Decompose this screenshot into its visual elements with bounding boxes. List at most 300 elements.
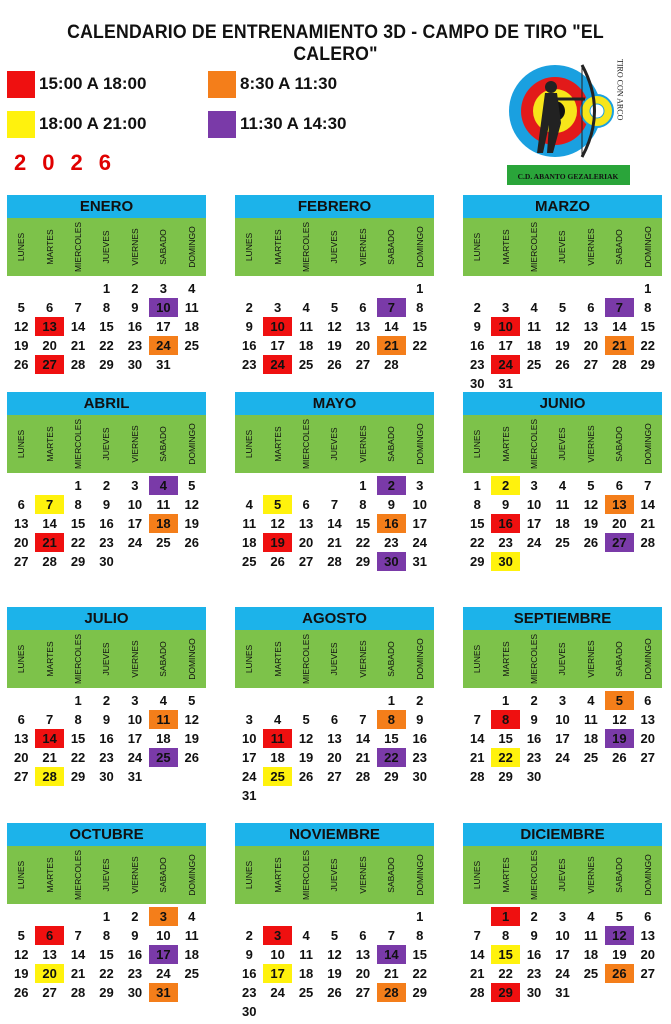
day-cell: 22: [70, 535, 86, 550]
day-cell: 6: [644, 693, 652, 708]
weekday-column: [634, 630, 662, 688]
day-cell: 6: [644, 909, 652, 924]
day-cell: 3: [245, 712, 253, 727]
day-cell: 11: [156, 497, 171, 512]
day-cell: 22: [99, 338, 114, 353]
day-cell: 3: [558, 909, 567, 924]
day-cell: 23: [99, 535, 114, 550]
day-cell: 5: [587, 478, 595, 493]
day-cell: 21: [70, 966, 86, 981]
day-cell: 30: [526, 769, 542, 784]
month-mayo: [235, 392, 434, 571]
day-cell: 28: [612, 357, 627, 372]
day-cell: 28: [469, 769, 485, 784]
day-cell: 19: [612, 947, 627, 962]
legend-label: 8:30 A 11:30: [240, 74, 338, 93]
training-day-red: 8: [491, 710, 519, 729]
day-cell: 7: [46, 712, 54, 727]
weekday-label: MARTES: [44, 426, 55, 462]
month-title: OCTUBRE: [7, 823, 206, 846]
weekday-label: MIERCOLES: [529, 849, 540, 901]
legend-label: 18:00 A 21:00: [39, 114, 147, 133]
weekday-label: VIERNES: [357, 228, 368, 266]
day-cell: 7: [473, 928, 481, 943]
day-cell: 1: [416, 281, 424, 296]
weekday-column: [520, 630, 548, 688]
weekday-label: VIERNES: [585, 856, 596, 894]
day-cell: 16: [99, 731, 114, 746]
weekday-label: DOMINGO: [414, 638, 425, 680]
day-cell: 14: [327, 516, 342, 531]
day-cell: 1: [102, 909, 111, 924]
day-cell: 23: [412, 750, 428, 765]
weekday-label: VIERNES: [585, 228, 596, 266]
training-day-yellow: 30: [491, 552, 519, 571]
month-junio: [463, 392, 662, 571]
month-title: MAYO: [235, 392, 434, 415]
weekday-column: [634, 846, 662, 904]
day-cell: 12: [184, 712, 200, 727]
weekday-label: JUEVES: [101, 858, 112, 892]
training-day-purple: 14: [377, 945, 405, 964]
day-cell: 16: [412, 731, 428, 746]
day-cell: 20: [42, 338, 57, 353]
day-grid: [463, 279, 662, 393]
day-cell: 19: [298, 750, 314, 765]
empty-cell: [235, 691, 263, 710]
training-day-red: 10: [263, 317, 291, 336]
day-cell: 2: [473, 300, 481, 315]
day-cell: 27: [640, 966, 656, 981]
legend-item-red: [7, 70, 146, 98]
training-day-orange: 26: [605, 964, 633, 983]
day-cell: 7: [359, 712, 367, 727]
weekday-label: LUNES: [244, 232, 255, 262]
day-cell: 12: [270, 516, 285, 531]
weekday-column: [35, 846, 63, 904]
day-cell: 17: [156, 319, 171, 334]
day-cell: 12: [13, 319, 29, 334]
day-cell: 5: [17, 928, 25, 943]
weekday-label: SABADO: [614, 641, 625, 677]
day-cell: 6: [17, 497, 25, 512]
weekday-column: [491, 630, 519, 688]
day-cell: 1: [416, 909, 424, 924]
weekday-label: SABADO: [614, 426, 625, 462]
training-day-red: 13: [35, 317, 63, 336]
weekday-column: [548, 415, 576, 473]
training-day-yellow: 17: [263, 964, 291, 983]
weekday-column: [377, 846, 405, 904]
day-cell: 27: [583, 357, 599, 372]
training-day-orange: 31: [149, 983, 177, 1002]
weekday-column: [121, 415, 149, 473]
day-cell: 16: [99, 516, 114, 531]
day-cell: 26: [184, 535, 200, 550]
training-day-yellow: 28: [35, 767, 63, 786]
legend-item-orange: [208, 70, 337, 98]
day-cell: 20: [298, 535, 314, 550]
weekday-column: [406, 630, 434, 688]
weekday-column: [235, 415, 263, 473]
day-cell: 1: [502, 693, 510, 708]
day-cell: 29: [99, 985, 114, 1000]
day-cell: 26: [13, 357, 29, 372]
weekday-column: [149, 415, 177, 473]
day-cell: 19: [555, 338, 570, 353]
weekday-column: [292, 415, 320, 473]
day-cell: 29: [99, 357, 114, 372]
weekday-column: [377, 630, 405, 688]
day-cell: 20: [583, 338, 599, 353]
weekday-label: DOMINGO: [414, 423, 425, 465]
day-cell: 19: [583, 516, 599, 531]
day-cell: 4: [188, 281, 196, 296]
month-title: MARZO: [463, 195, 662, 218]
weekday-column: [263, 630, 291, 688]
day-cell: 26: [612, 750, 627, 765]
weekday-label: SABADO: [158, 641, 169, 677]
empty-cell: [35, 691, 63, 710]
day-cell: 11: [242, 516, 257, 531]
training-day-red: 1: [491, 907, 519, 926]
day-cell: 15: [469, 516, 485, 531]
day-cell: 27: [42, 985, 57, 1000]
day-cell: 10: [555, 712, 570, 727]
month-diciembre: [463, 823, 662, 1002]
weekday-column: [548, 846, 576, 904]
day-cell: 2: [245, 300, 253, 315]
weekday-column: [463, 218, 491, 276]
legend-swatch-purple: [208, 111, 236, 138]
day-cell: 3: [416, 478, 424, 493]
empty-cell: [35, 476, 63, 495]
day-cell: 25: [298, 357, 314, 372]
weekday-label: VIERNES: [357, 856, 368, 894]
weekday-label: DOMINGO: [186, 423, 197, 465]
weekday-header: [235, 846, 434, 904]
day-cell: 31: [498, 376, 513, 391]
day-cell: 7: [330, 497, 339, 512]
day-cell: 18: [270, 750, 285, 765]
club-logo: [507, 53, 630, 185]
day-cell: 29: [412, 985, 428, 1000]
weekday-column: [406, 218, 434, 276]
day-cell: 20: [612, 516, 627, 531]
weekday-label: MARTES: [272, 426, 283, 462]
day-cell: 30: [412, 769, 428, 784]
day-cell: 12: [298, 731, 314, 746]
day-grid: [463, 691, 662, 786]
day-cell: 16: [241, 966, 257, 981]
day-cell: 10: [270, 947, 285, 962]
training-day-orange: 28: [377, 983, 405, 1002]
weekday-label: MIERCOLES: [301, 633, 312, 685]
day-cell: 4: [587, 909, 595, 924]
month-title: NOVIEMBRE: [235, 823, 434, 846]
day-cell: 13: [583, 319, 599, 334]
day-cell: 12: [13, 947, 29, 962]
day-cell: 26: [13, 985, 29, 1000]
weekday-label: LUNES: [244, 860, 255, 890]
weekday-column: [548, 630, 576, 688]
day-cell: 13: [355, 319, 371, 334]
weekday-column: [121, 846, 149, 904]
day-cell: 8: [416, 300, 424, 315]
day-cell: 11: [299, 947, 313, 962]
empty-cell: [320, 476, 348, 495]
empty-cell: [377, 907, 405, 926]
day-cell: 25: [555, 535, 570, 550]
day-cell: 19: [184, 731, 200, 746]
day-cell: 25: [156, 535, 171, 550]
training-day-purple: 4: [149, 476, 177, 495]
month-title: SEPTIEMBRE: [463, 607, 662, 630]
weekday-header: [7, 415, 206, 473]
logo-club-text: C.D. ABANTO GEZALERIAK: [517, 172, 619, 181]
weekday-label: DOMINGO: [186, 854, 197, 896]
day-cell: 8: [74, 497, 82, 512]
training-day-orange: 18: [149, 514, 177, 533]
day-cell: 14: [469, 731, 485, 746]
day-cell: 19: [327, 338, 342, 353]
empty-cell: [548, 279, 576, 298]
weekday-column: [178, 218, 206, 276]
empty-cell: [577, 279, 605, 298]
weekday-label: MIERCOLES: [529, 418, 540, 470]
day-cell: 15: [498, 731, 513, 746]
empty-cell: [235, 476, 263, 495]
day-cell: 31: [156, 357, 171, 372]
day-cell: 2: [416, 693, 424, 708]
day-cell: 12: [184, 497, 200, 512]
day-cell: 26: [327, 985, 342, 1000]
day-cell: 2: [102, 693, 111, 708]
weekday-header: [235, 415, 434, 473]
day-cell: 10: [127, 712, 143, 727]
training-day-red: 29: [491, 983, 519, 1002]
weekday-column: [121, 630, 149, 688]
day-cell: 21: [469, 966, 485, 981]
day-cell: 5: [188, 478, 196, 493]
day-grid: [235, 279, 434, 374]
month-enero: [7, 195, 206, 374]
day-cell: 30: [526, 985, 542, 1000]
day-cell: 14: [70, 947, 86, 962]
day-cell: 9: [131, 928, 139, 943]
day-cell: 8: [416, 928, 424, 943]
weekday-label: DOMINGO: [414, 854, 425, 896]
day-cell: 18: [583, 731, 599, 746]
day-grid: [463, 907, 662, 1002]
day-cell: 9: [102, 712, 111, 727]
training-day-yellow: 15: [491, 945, 519, 964]
weekday-label: DOMINGO: [642, 226, 653, 268]
empty-cell: [520, 279, 548, 298]
empty-cell: [463, 907, 491, 926]
day-cell: 6: [330, 712, 339, 727]
day-cell: 22: [498, 966, 513, 981]
weekday-label: DOMINGO: [642, 854, 653, 896]
training-day-orange: 16: [377, 514, 405, 533]
weekday-label: MIERCOLES: [301, 221, 312, 273]
day-cell: 3: [131, 478, 139, 493]
weekday-column: [491, 415, 519, 473]
weekday-label: JUEVES: [557, 427, 568, 461]
day-cell: 24: [270, 985, 285, 1000]
weekday-column: [349, 415, 377, 473]
day-cell: 29: [469, 554, 485, 569]
day-cell: 17: [555, 947, 570, 962]
weekday-column: [320, 415, 348, 473]
day-cell: 15: [99, 947, 114, 962]
day-cell: 25: [184, 338, 200, 353]
weekday-column: [64, 415, 92, 473]
weekday-label: VIERNES: [129, 228, 140, 266]
day-cell: 28: [640, 535, 656, 550]
weekday-column: [491, 218, 519, 276]
empty-cell: [35, 907, 63, 926]
weekday-label: DOMINGO: [186, 638, 197, 680]
day-cell: 21: [640, 516, 656, 531]
weekday-column: [349, 630, 377, 688]
day-cell: 1: [102, 281, 111, 296]
weekday-column: [349, 218, 377, 276]
weekday-label: DOMINGO: [642, 638, 653, 680]
day-cell: 14: [640, 497, 656, 512]
day-cell: 5: [330, 928, 339, 943]
day-cell: 20: [640, 731, 656, 746]
weekday-column: [64, 846, 92, 904]
day-cell: 13: [13, 516, 29, 531]
empty-cell: [320, 691, 348, 710]
day-cell: 9: [245, 947, 253, 962]
day-cell: 27: [13, 769, 29, 784]
weekday-column: [320, 630, 348, 688]
day-cell: 22: [412, 338, 428, 353]
weekday-label: MIERCOLES: [529, 633, 540, 685]
empty-cell: [491, 279, 519, 298]
day-cell: 13: [640, 712, 656, 727]
day-cell: 3: [530, 478, 538, 493]
day-cell: 27: [327, 769, 342, 784]
weekday-label: SABADO: [614, 229, 625, 265]
month-title: FEBRERO: [235, 195, 434, 218]
day-cell: 7: [74, 300, 82, 315]
empty-cell: [605, 279, 633, 298]
empty-cell: [349, 691, 377, 710]
day-grid: [7, 476, 206, 571]
weekday-label: SABADO: [158, 229, 169, 265]
day-cell: 22: [355, 535, 371, 550]
day-cell: 10: [526, 497, 542, 512]
day-cell: 21: [70, 338, 86, 353]
day-cell: 9: [245, 319, 253, 334]
day-cell: 11: [299, 319, 313, 334]
day-cell: 17: [526, 516, 542, 531]
weekday-column: [634, 218, 662, 276]
weekday-column: [463, 415, 491, 473]
day-cell: 12: [327, 319, 342, 334]
day-cell: 13: [355, 947, 371, 962]
day-cell: 11: [584, 928, 598, 943]
day-cell: 2: [131, 909, 139, 924]
day-cell: 28: [469, 985, 485, 1000]
day-cell: 20: [13, 535, 29, 550]
day-cell: 27: [298, 554, 314, 569]
training-day-purple: 7: [377, 298, 405, 317]
day-cell: 17: [555, 731, 570, 746]
day-cell: 23: [241, 985, 257, 1000]
day-cell: 9: [102, 497, 111, 512]
empty-cell: [463, 691, 491, 710]
training-day-yellow: 20: [35, 964, 63, 983]
day-cell: 25: [583, 966, 599, 981]
training-day-red: 6: [35, 926, 63, 945]
weekday-label: MARTES: [500, 857, 511, 893]
weekday-label: MARTES: [500, 641, 511, 677]
weekday-column: [406, 415, 434, 473]
empty-cell: [377, 279, 405, 298]
day-cell: 20: [640, 947, 656, 962]
month-noviembre: [235, 823, 434, 1021]
day-cell: 28: [70, 985, 86, 1000]
legend-label: 15:00 A 18:00: [39, 74, 147, 93]
weekday-label: JUEVES: [329, 230, 340, 264]
weekday-column: [463, 846, 491, 904]
day-cell: 16: [526, 947, 542, 962]
weekday-column: [149, 218, 177, 276]
day-cell: 8: [359, 497, 367, 512]
day-cell: 10: [555, 928, 570, 943]
weekday-label: SABADO: [158, 857, 169, 893]
empty-cell: [35, 279, 63, 298]
day-cell: 17: [127, 731, 143, 746]
weekday-column: [548, 218, 576, 276]
day-cell: 9: [530, 712, 538, 727]
empty-cell: [349, 279, 377, 298]
day-cell: 3: [274, 300, 282, 315]
weekday-label: JUEVES: [557, 230, 568, 264]
weekday-label: JUEVES: [557, 642, 568, 676]
weekday-label: VIERNES: [129, 856, 140, 894]
empty-cell: [263, 476, 291, 495]
weekday-column: [320, 218, 348, 276]
weekday-label: LUNES: [472, 232, 483, 262]
day-cell: 24: [127, 750, 143, 765]
day-cell: 27: [13, 554, 29, 569]
weekday-label: MARTES: [500, 229, 511, 265]
day-cell: 6: [302, 497, 310, 512]
day-cell: 8: [502, 928, 510, 943]
day-cell: 17: [412, 516, 428, 531]
day-cell: 25: [526, 357, 542, 372]
weekday-column: [605, 630, 633, 688]
day-cell: 25: [298, 985, 314, 1000]
day-cell: 29: [355, 554, 371, 569]
weekday-label: MARTES: [500, 426, 511, 462]
day-cell: 6: [359, 300, 367, 315]
day-cell: 31: [555, 985, 570, 1000]
day-cell: 31: [412, 554, 428, 569]
weekday-column: [235, 846, 263, 904]
day-cell: 16: [127, 947, 143, 962]
weekday-label: VIERNES: [357, 640, 368, 678]
weekday-column: [149, 846, 177, 904]
day-cell: 26: [583, 535, 599, 550]
day-cell: 5: [17, 300, 25, 315]
weekday-column: [64, 218, 92, 276]
